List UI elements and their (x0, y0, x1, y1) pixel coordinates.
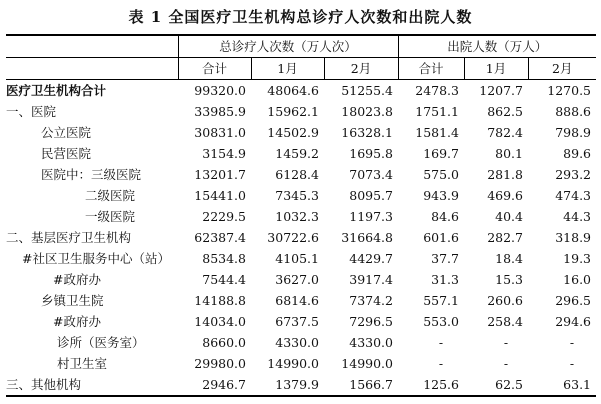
table-cell: 601.6 (423, 230, 459, 245)
table-row (6, 122, 596, 143)
table-cell: 1566.7 (324, 374, 398, 396)
table-cell: 44.3 (563, 209, 592, 224)
table-row (6, 101, 596, 122)
table-cell: 4105.1 (275, 251, 319, 266)
table-cell: 1751.1 (415, 104, 459, 119)
table-cell: 293.2 (555, 167, 592, 182)
row-label: 医疗卫生机构合计 (6, 83, 107, 98)
table-cell: 30722.6 (267, 230, 319, 245)
data-table (6, 34, 596, 397)
table-cell: 125.6 (398, 374, 464, 396)
table-cell: 862.5 (487, 104, 523, 119)
table-cell: 8660.0 (202, 335, 246, 350)
table-row (6, 185, 596, 206)
table-cell: 16328.1 (341, 125, 393, 140)
table-cell: 553.0 (423, 314, 459, 329)
table-cell: 14188.8 (194, 293, 246, 308)
row-label: #政府办 (53, 272, 101, 287)
table-cell: 3627.0 (275, 272, 319, 287)
table-cell: 2478.3 (415, 83, 459, 98)
table-cell: 474.3 (555, 188, 592, 203)
table-row (6, 206, 596, 227)
table-cell: 294.6 (555, 314, 592, 329)
table-cell: 8534.8 (202, 251, 246, 266)
table-cell: 7345.3 (275, 188, 319, 203)
table-cell: 14034.0 (194, 314, 246, 329)
row-label: #社区卫生服务中心（站） (22, 251, 170, 266)
table-cell: 18023.8 (341, 104, 393, 119)
table-cell: 62.5 (464, 374, 528, 396)
table-cell: 7374.2 (349, 293, 393, 308)
row-label: 一、医院 (6, 104, 57, 119)
table-cell: 18.4 (495, 251, 523, 266)
table-row (6, 290, 596, 311)
table-cell: - (569, 356, 575, 371)
table-cell: 557.1 (423, 293, 459, 308)
table-cell: 1581.4 (415, 125, 459, 140)
header-corner-lower (6, 58, 178, 80)
table-cell: 51255.4 (341, 83, 393, 98)
table-cell: 33985.9 (194, 104, 246, 119)
table-cell: 31.3 (431, 272, 459, 287)
table-cell: 575.0 (423, 167, 459, 182)
row-label: 二、基层医疗卫生机构 (6, 230, 132, 245)
table-cell: 260.6 (487, 293, 523, 308)
table-cell: 296.5 (555, 293, 592, 308)
table-cell: 2229.5 (202, 209, 246, 224)
table-cell: 15441.0 (194, 188, 246, 203)
table-cell: 84.6 (431, 209, 459, 224)
table-cell: 16.0 (563, 272, 592, 287)
table-cell: 1197.3 (349, 209, 393, 224)
table-cell: 89.6 (563, 146, 592, 161)
table-cell: 63.1 (528, 374, 596, 396)
table-row (6, 143, 596, 164)
table-cell: 282.7 (487, 230, 523, 245)
table-cell: 13201.7 (194, 167, 246, 182)
header-visits-total: 合计 (178, 58, 251, 80)
row-label: 民营医院 (41, 146, 92, 161)
table-row (6, 269, 596, 290)
row-label: 一级医院 (85, 209, 136, 224)
table-cell: 1032.3 (275, 209, 319, 224)
row-label: 公立医院 (41, 125, 92, 140)
row-label: #政府办 (53, 314, 101, 329)
header-visits-jan: 1月 (251, 58, 324, 80)
row-label: 村卫生室 (57, 356, 108, 371)
table-cell: 943.9 (423, 188, 459, 203)
table-cell: 281.8 (487, 167, 523, 182)
page-title: 表 1 全国医疗卫生机构总诊疗人次数和出院人数 (128, 8, 473, 26)
header-group-visits: 总诊疗人次数（万人次） (178, 35, 398, 58)
table-cell: 258.4 (487, 314, 523, 329)
table-cell: 8095.7 (349, 188, 393, 203)
row-label: 三、其他机构 (6, 374, 178, 396)
header-group-discharges: 出院人数（万人） (398, 35, 596, 58)
header-discharges-total: 合计 (398, 58, 464, 80)
table-cell: 6128.4 (275, 167, 319, 182)
table-cell: 4429.7 (349, 251, 393, 266)
table-cell: 62387.4 (194, 230, 246, 245)
row-label: 医院中：三级医院 (41, 167, 142, 182)
table-row (6, 248, 596, 269)
table-cell: 1695.8 (349, 146, 393, 161)
table-cell: 15962.1 (267, 104, 319, 119)
table-cell: 14990.0 (267, 356, 319, 371)
table-cell: 37.7 (431, 251, 459, 266)
table-cell: - (569, 335, 575, 350)
header-discharges-jan: 1月 (464, 58, 528, 80)
table-cell: - (503, 356, 509, 371)
table-cell: 14502.9 (267, 125, 319, 140)
table-cell: 888.6 (555, 104, 592, 119)
table-cell: 7544.4 (202, 272, 246, 287)
table-cell: 782.4 (487, 125, 523, 140)
table-cell: 29980.0 (194, 356, 246, 371)
table-cell: 7296.5 (349, 314, 393, 329)
table-cell: 318.9 (555, 230, 592, 245)
table-cell: 30831.0 (194, 125, 246, 140)
table-row (6, 227, 596, 248)
table-cell: 469.6 (487, 188, 523, 203)
table-cell: 798.9 (555, 125, 592, 140)
table-row (6, 374, 596, 396)
table-cell: 99320.0 (194, 83, 246, 98)
table-cell: - (503, 335, 509, 350)
table-cell: 1207.7 (479, 83, 523, 98)
row-label: 乡镇卫生院 (41, 293, 104, 308)
table-cell: 2946.7 (178, 374, 251, 396)
table-cell: 19.3 (563, 251, 592, 266)
row-label: 诊所（医务室） (57, 335, 145, 350)
header-visits-feb: 2月 (324, 58, 398, 80)
table-row (6, 164, 596, 185)
table-cell: 169.7 (423, 146, 459, 161)
table-row (6, 311, 596, 332)
table-cell: 31664.8 (341, 230, 393, 245)
table-cell: 3154.9 (202, 146, 246, 161)
table-cell: 7073.4 (349, 167, 393, 182)
row-label: 二级医院 (85, 188, 136, 203)
table-cell: 6814.6 (275, 293, 319, 308)
table-cell: 40.4 (495, 209, 523, 224)
table-row (6, 80, 596, 102)
table-cell: 3917.4 (349, 272, 393, 287)
table-cell: 80.1 (495, 146, 523, 161)
table-cell: 6737.5 (275, 314, 319, 329)
table-cell: 1270.5 (547, 83, 592, 98)
table-cell: - (438, 356, 444, 371)
header-corner (6, 35, 178, 58)
table-cell: 48064.6 (267, 83, 319, 98)
table-cell: 1379.9 (251, 374, 324, 396)
table-cell: 1459.2 (275, 146, 319, 161)
table-cell: 14990.0 (341, 356, 393, 371)
table-row (6, 353, 596, 374)
table-cell: 4330.0 (275, 335, 319, 350)
header-discharges-feb: 2月 (528, 58, 596, 80)
table-cell: 15.3 (495, 272, 523, 287)
table-cell: 4330.0 (349, 335, 393, 350)
table-row (6, 332, 596, 353)
table-cell: - (438, 335, 444, 350)
